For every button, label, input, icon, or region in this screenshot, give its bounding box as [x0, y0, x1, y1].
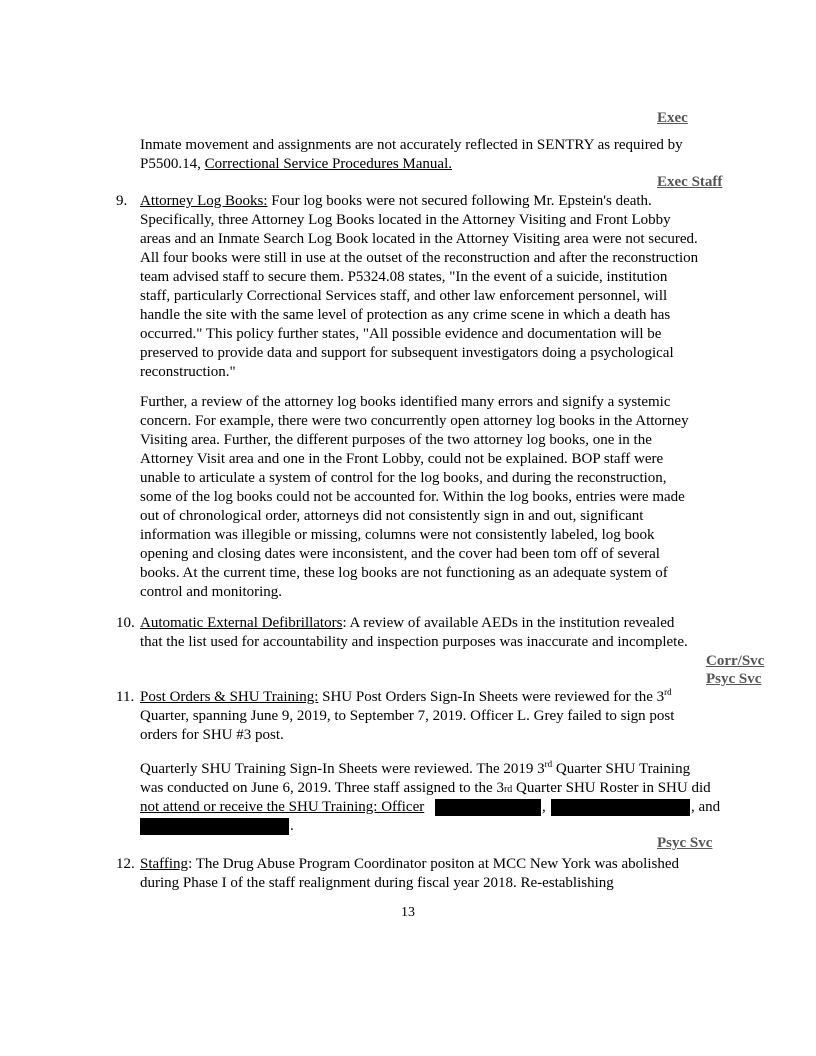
tag-psyc-svc: Psyc Svc — [706, 671, 762, 687]
item-9-line: preserved to provide data and support for subsequent investigators doing a psychological — [140, 345, 674, 361]
item-11-number: 11. — [116, 689, 135, 705]
item-10-paragraph — [140, 614, 720, 652]
item-9-line: areas and an Inmate Search Log Book located in the Attorney Visiting area were not secured. — [140, 231, 698, 247]
item-12-text: : The Drug Abuse Program Coordinator positon at MCC New York was abolished — [188, 856, 680, 872]
item-12-line-2: during Phase I of the staff realignment during fiscal year 2018. Re-establishing — [140, 875, 614, 891]
redaction-block — [551, 799, 690, 816]
item-9-p2-line: concern. For example, there were two concurrently open attorney log books in the Attorney — [140, 413, 689, 429]
item-11-heading: Post Orders & SHU Training: — [140, 689, 319, 705]
item-9-p2-line: opening and closing dates were inconsistent, and the cover had been tom off of several — [140, 546, 660, 562]
item-11-officer-text: not attend or receive the SHU Training: Officer — [140, 799, 425, 815]
item-9-p2-line: books. At the current time, these log books are not functioning as an adequate system of — [140, 565, 668, 581]
item-11-text: SHU Post Orders Sign-In Sheets were reviewed for the 3 — [318, 689, 665, 705]
item-12-paragraph — [140, 855, 720, 893]
item-9-p2-line: Visiting area. Further, the different purposes of the two attorney log books, one in the — [140, 432, 652, 448]
item-9-line: occurred." This policy further states, "All possible evidence and documentation will be — [140, 326, 662, 342]
tag-exec: Exec — [657, 110, 688, 126]
item-9-line: team advised staff to secure them. P5324.08 states, "In the event of a suicide, institution — [140, 269, 668, 285]
item-9-p2-line: Further, a review of the attorney log books identified many errors and signify a systemic — [140, 394, 671, 410]
tag-psyc-svc: Psyc Svc — [657, 835, 713, 851]
item-9-p2-line: unable to articulate a system of control for the log books, and during the reconstruction, — [140, 470, 667, 486]
item-10-number: 10. — [116, 615, 135, 631]
item-9-p2-line: information was illegible or missing, columns were not consistently labeled, log book — [140, 527, 655, 543]
item-9-p2-line: Attorney Visit area and one in the Front Lobby, could not be explained. BOP staff were — [140, 451, 664, 467]
item-11-p2-line-2 — [140, 779, 720, 798]
manual-title: Correctional Service Procedures Manual. — [204, 156, 453, 172]
redaction-block — [435, 799, 541, 816]
item-11-line-1 — [140, 688, 720, 707]
item-11-p2-line-4 — [140, 817, 720, 836]
page-number: 13 — [401, 905, 415, 920]
item-11-p2-text: Quarter SHU Training — [552, 761, 691, 777]
item-11-p2-ordinal: rd — [544, 759, 553, 769]
intro-line-1: Inmate movement and assignments are not accurately reflected in SENTRY as required by — [140, 137, 683, 153]
item-11-line-3: orders for SHU #3 post. — [140, 727, 284, 743]
tag-corr-svc: Corr/Svc — [706, 653, 765, 669]
item-12-line-1 — [140, 855, 720, 874]
item-11-p2-line-1 — [140, 760, 720, 779]
tag-exec-staff: Exec Staff — [657, 174, 723, 190]
item-11-comma: , — [542, 799, 546, 815]
item-9-line: Specifically, three Attorney Log Books located in the Attorney Visiting and Front Lobby — [140, 212, 671, 228]
item-9-line — [140, 192, 720, 211]
item-10-line-2: that the list used for accountability and inspection purposes was inaccurate and incomplete. — [140, 634, 688, 650]
intro-line-2 — [140, 155, 720, 174]
item-11-line-2: Quarter, spanning June 9, 2019, to September 7, 2019. Officer L. Grey failed to sign post — [140, 708, 675, 724]
item-11-and: , and — [691, 799, 721, 815]
item-9-line: reconstruction." — [140, 364, 236, 380]
item-11-p2-line-3 — [140, 798, 720, 817]
item-11-p2-text: Quarterly SHU Training Sign-In Sheets were reviewed. The 2019 3 — [140, 761, 545, 777]
redaction-block — [140, 818, 289, 835]
item-9-first-line: Four log books were not secured following Mr. Epstein's death. — [267, 193, 652, 209]
item-11-paragraph-2 — [140, 760, 720, 836]
item-9-p2-line: some of the log books could not be accounted for. Within the log books, entries were made — [140, 489, 685, 505]
item-11-p2-text: Quarter SHU Roster in SHU did — [512, 780, 711, 796]
item-11-p2-text: was conducted on June 6, 2019. Three staff assigned to the 3 — [140, 780, 504, 796]
intro-policy-ref: P5500.14, — [140, 156, 205, 172]
item-10-line-1 — [140, 614, 720, 633]
item-12-number: 12. — [116, 856, 135, 872]
item-10-first-line: : A review of available AEDs in the institution revealed — [342, 615, 675, 631]
item-10-heading: Automatic External Defibrillators — [140, 615, 343, 631]
item-9-heading: Attorney Log Books: — [140, 193, 268, 209]
item-9-p2-line: control and monitoring. — [140, 584, 283, 600]
item-9-paragraph-2 — [140, 393, 720, 602]
intro-paragraph — [140, 136, 720, 174]
item-12-heading: Staffing — [140, 856, 189, 872]
item-9-number: 9. — [116, 193, 128, 209]
item-11-ordinal: rd — [664, 687, 672, 697]
item-11-p2-ordinal-small: rd — [503, 784, 513, 795]
item-11-paragraph — [140, 688, 720, 745]
item-11-period: . — [290, 818, 294, 834]
item-9-p2-line: out of chronological order, attorneys did not consistently sign in and out, significant — [140, 508, 644, 524]
item-9-paragraph — [140, 192, 720, 382]
item-9-line: staff, particularly Correctional Services staff, and other law enforcement personnel, will — [140, 288, 668, 304]
item-9-line: handle the site with the same level of protection as any crime scene in which a death has — [140, 307, 671, 323]
item-9-line: All four books were still in use at the outset of the reconstruction and after the reconstruction — [140, 250, 699, 266]
